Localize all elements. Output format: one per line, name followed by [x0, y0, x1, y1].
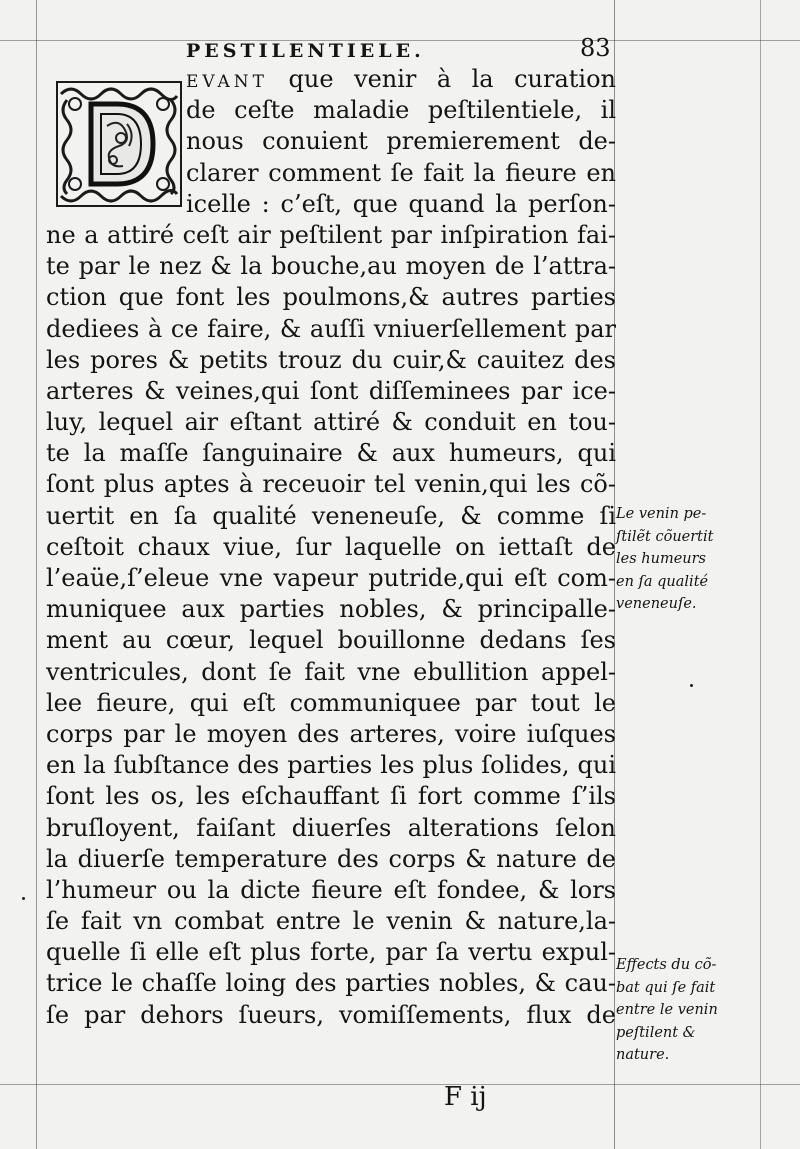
text-line: ceſtoit chaux viue, ſur laquelle on iettaſt de: [46, 532, 616, 561]
text-line-rest: que venir à la curation: [288, 65, 616, 93]
text-line: les pores & petits trouz du cuir,& cauitez des: [46, 345, 616, 374]
signature-mark: F ij: [444, 1082, 487, 1112]
text-line: dediees à ce faire, & auſſi vniuerſellement par: [46, 314, 616, 343]
text-line: ſe par dehors ſueurs, vomiſſements, flux de: [46, 1000, 616, 1029]
text-line: te la maſſe ſanguinaire & aux humeurs, qui: [46, 439, 616, 468]
dropcap-continuation: EVANT: [186, 72, 269, 92]
margin-note-line: bat qui ſe fait: [616, 979, 716, 996]
text-line: l’humeur ou la dicte fieure eſt fondee, & lors: [46, 875, 616, 904]
text-line: uertit en ſa qualité veneneuſe, & comme ſi: [46, 501, 616, 530]
text-line: l’eaüe,ſ’eleue vne vapeur putride,qui eſt com-: [46, 564, 616, 592]
margin-note-line: veneneuſe.: [616, 596, 697, 612]
margin-note-line: en ſa qualité: [616, 573, 709, 590]
margin-note-line: peſtilent &: [616, 1024, 696, 1041]
margin-note-line: les humeurs: [616, 551, 706, 567]
margin-note-line: Le venin pe-: [616, 506, 707, 522]
margin-note-line: entre le venin: [616, 1002, 718, 1018]
text-line: trice le chaſſe loing des parties nobles, & cau-: [46, 969, 616, 998]
text-line: de ceſte maladie peſtilentiele, il: [186, 96, 616, 125]
text-line: corps par le moyen des arteres, voire iuſques: [46, 719, 616, 748]
text-line: la diuerſe temperature des corps & nature de: [46, 844, 616, 873]
text-line: icelle : c’eſt, que quand la perſon-: [186, 189, 616, 218]
ink-speck: [22, 897, 25, 900]
text-line: ction que font les poulmons,& autres parties: [46, 283, 616, 312]
text-line: clarer comment ſe fait la fieure en: [186, 158, 616, 187]
text-line: quelle ſi elle eſt plus forte, par ſa vertu expul-: [46, 938, 616, 967]
running-title: PESTILENTIELE.: [186, 40, 425, 62]
text-line: te par le nez & la bouche,au moyen de l’attra-: [46, 252, 616, 281]
text-line: [46, 64, 616, 95]
frame-line-left: [36, 0, 37, 1149]
ink-speck: [690, 684, 693, 687]
text-line: luy, lequel air eſtant attiré & conduit en tou-: [46, 408, 616, 437]
text-line: nous conuient premierement de-: [186, 127, 616, 156]
text-line: arteres & veines,qui ſont diſſeminees par ice-: [46, 376, 616, 405]
main-text-block: [46, 64, 616, 1031]
text-line: muniquee aux parties nobles, & principalle-: [46, 595, 616, 624]
margin-note-line: ſtilẽt cõuertit: [616, 528, 714, 545]
text-line: ne a attiré ceſt air peſtilent par inſpiration fai-: [46, 220, 616, 249]
text-line: lee fieure, qui eſt communiquee par tout le: [46, 688, 616, 717]
margin-note-line: nature.: [616, 1047, 670, 1063]
text-line: ventricules, dont ſe fait vne ebullition appel-: [46, 657, 616, 686]
page-number: 83: [580, 34, 611, 62]
margin-note-venin: [616, 503, 796, 616]
text-line: bruſloyent, faiſant diuerſes alterations ſelon: [46, 813, 616, 842]
text-line: ſe fait vn combat entre le venin & nature,la-: [46, 907, 616, 936]
margin-note-effects: [616, 954, 796, 1067]
text-line: en la ſubſtance des parties les plus ſolides, qui: [46, 751, 616, 780]
text-line: ment au cœur, lequel bouillonne dedans ſes: [46, 626, 616, 655]
frame-line-bottom: [0, 1084, 800, 1085]
text-line: ſont les os, les eſchauffant ſi fort comme ſ’ils: [46, 782, 616, 811]
margin-note-line: Effects du cõ-: [616, 957, 717, 973]
text-line: ſont plus aptes à receuoir tel venin,qui les cõ-: [46, 470, 616, 499]
